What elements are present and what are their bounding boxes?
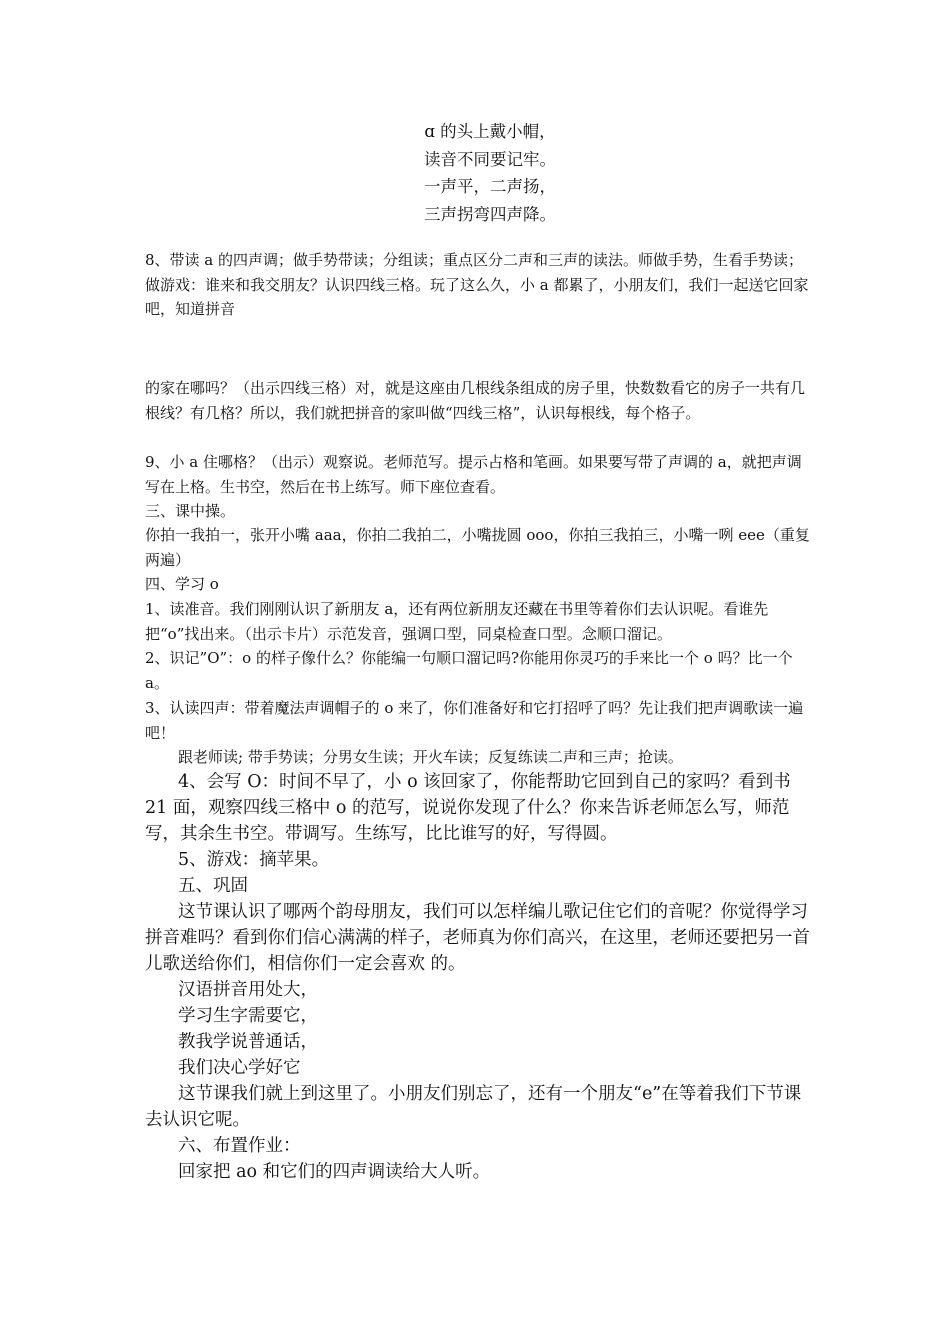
poem-line: 一声平，二声扬， xyxy=(424,177,556,196)
section-5-text: 这节课认识了哪两个韵母朋友，我们可以怎样编儿歌记住它们的音呢？你觉得学习拼音难吗？看到你们信心满满的样子，老师真为你们高兴，在这里，老师还要把另一首儿歌送给你们，相信你们一定会喜欢 的。 xyxy=(145,902,810,974)
paragraph-8: 8、带读 a 的四声调；做手势带读；分组读；重点区分二声和三声的读法。师做手势，生看手势读；做游戏：谁来和我交朋友？认识四线三格。玩了这么久，小 a 都累了，小朋友们，我们一起送它回家吧，知道拼音 xyxy=(145,251,809,318)
closing-paragraph: 这节课我们就上到这里了。小朋友们别忘了，还有一个朋友“e”在等着我们下节课去认识它呢。 xyxy=(145,1084,802,1130)
section-4-heading: 四、学习 o xyxy=(145,575,219,593)
section-4-item-1: 1、读准音。我们刚刚认识了新朋友 a，还有两位新朋友还藏在书里等着你们去认识呢。看谁先把“o”找出来。（出示卡片）示范发音，强调口型，同桌检查口型。念顺口溜记。 xyxy=(145,600,769,643)
pinyin-song xyxy=(145,977,846,1081)
section-4-item-5: 5、游戏：摘苹果。 xyxy=(178,850,330,870)
poem-line: ɑ 的头上戴小帽， xyxy=(424,122,556,141)
song-line: 学习生字需要它， xyxy=(178,1006,318,1026)
section-4-item-2: 2、识记”O”：o 的样子像什么？你能编一句顺口溜记吗?你能用你灵巧的手来比一个 o 吗？比一个 a。 xyxy=(145,649,793,692)
section-4-item-3: 3、认读四声：带着魔法声调帽子的 o 来了，你们准备好和它打招呼了吗？先让我们把声调歌读一遍吧！ xyxy=(145,699,804,742)
tone-poem xyxy=(0,118,950,228)
section-5-heading: 五、巩固 xyxy=(178,876,248,896)
section-6-heading: 六、布置作业： xyxy=(178,1136,301,1156)
paragraph-8-continued: 的家在哪吗？（出示四线三格）对，就是这座由几根线条组成的房子里，快数数看它的房子一共有几根线？有几格？所以，我们就把拼音的家叫做“四线三格”，认识每根线，每个格子。 xyxy=(145,379,806,422)
song-line: 我们决心学好它 xyxy=(178,1058,301,1078)
song-line: 汉语拼音用处大， xyxy=(178,980,318,1000)
section-4-item-4: 4、会写 O：时间不早了，小 o 该回家了，你能帮助它回到自己的家吗？看到书 21 面，观察四线三格中 o 的范写，说说你发现了什么？你来告诉老师怎么写，师范写，其余生书空。带调写。生练写，比比谁写的好，写得圆。 xyxy=(145,772,791,844)
poem-line: 三声拐弯四声降。 xyxy=(424,204,556,224)
poem-line: 读音不同要记牢。 xyxy=(424,149,556,169)
paragraph-9: 9、小 a 住哪格？（出示）观察说。老师范写。提示占格和笔画。如果要写带了声调的 a，就把声调写在上格。生书空，然后在书上练写。师下座位查看。 xyxy=(145,453,802,496)
section-4-item-3-detail: 跟老师读; 带手势读；分男女生读；开火车读；反复练读二声和三声；抢读。 xyxy=(178,748,683,766)
song-line: 教我学说普通话， xyxy=(178,1032,318,1052)
section-3-text: 你拍一我拍一，张开小嘴 aaa，你拍二我拍二，小嘴拢圆 ooo，你拍三我拍三，小嘴一咧 eee（重复两遍） xyxy=(145,526,810,569)
section-6-text: 回家把 ao 和它们的四声调读给大人听。 xyxy=(178,1162,491,1182)
section-3-heading: 三、课中操。 xyxy=(145,502,236,520)
